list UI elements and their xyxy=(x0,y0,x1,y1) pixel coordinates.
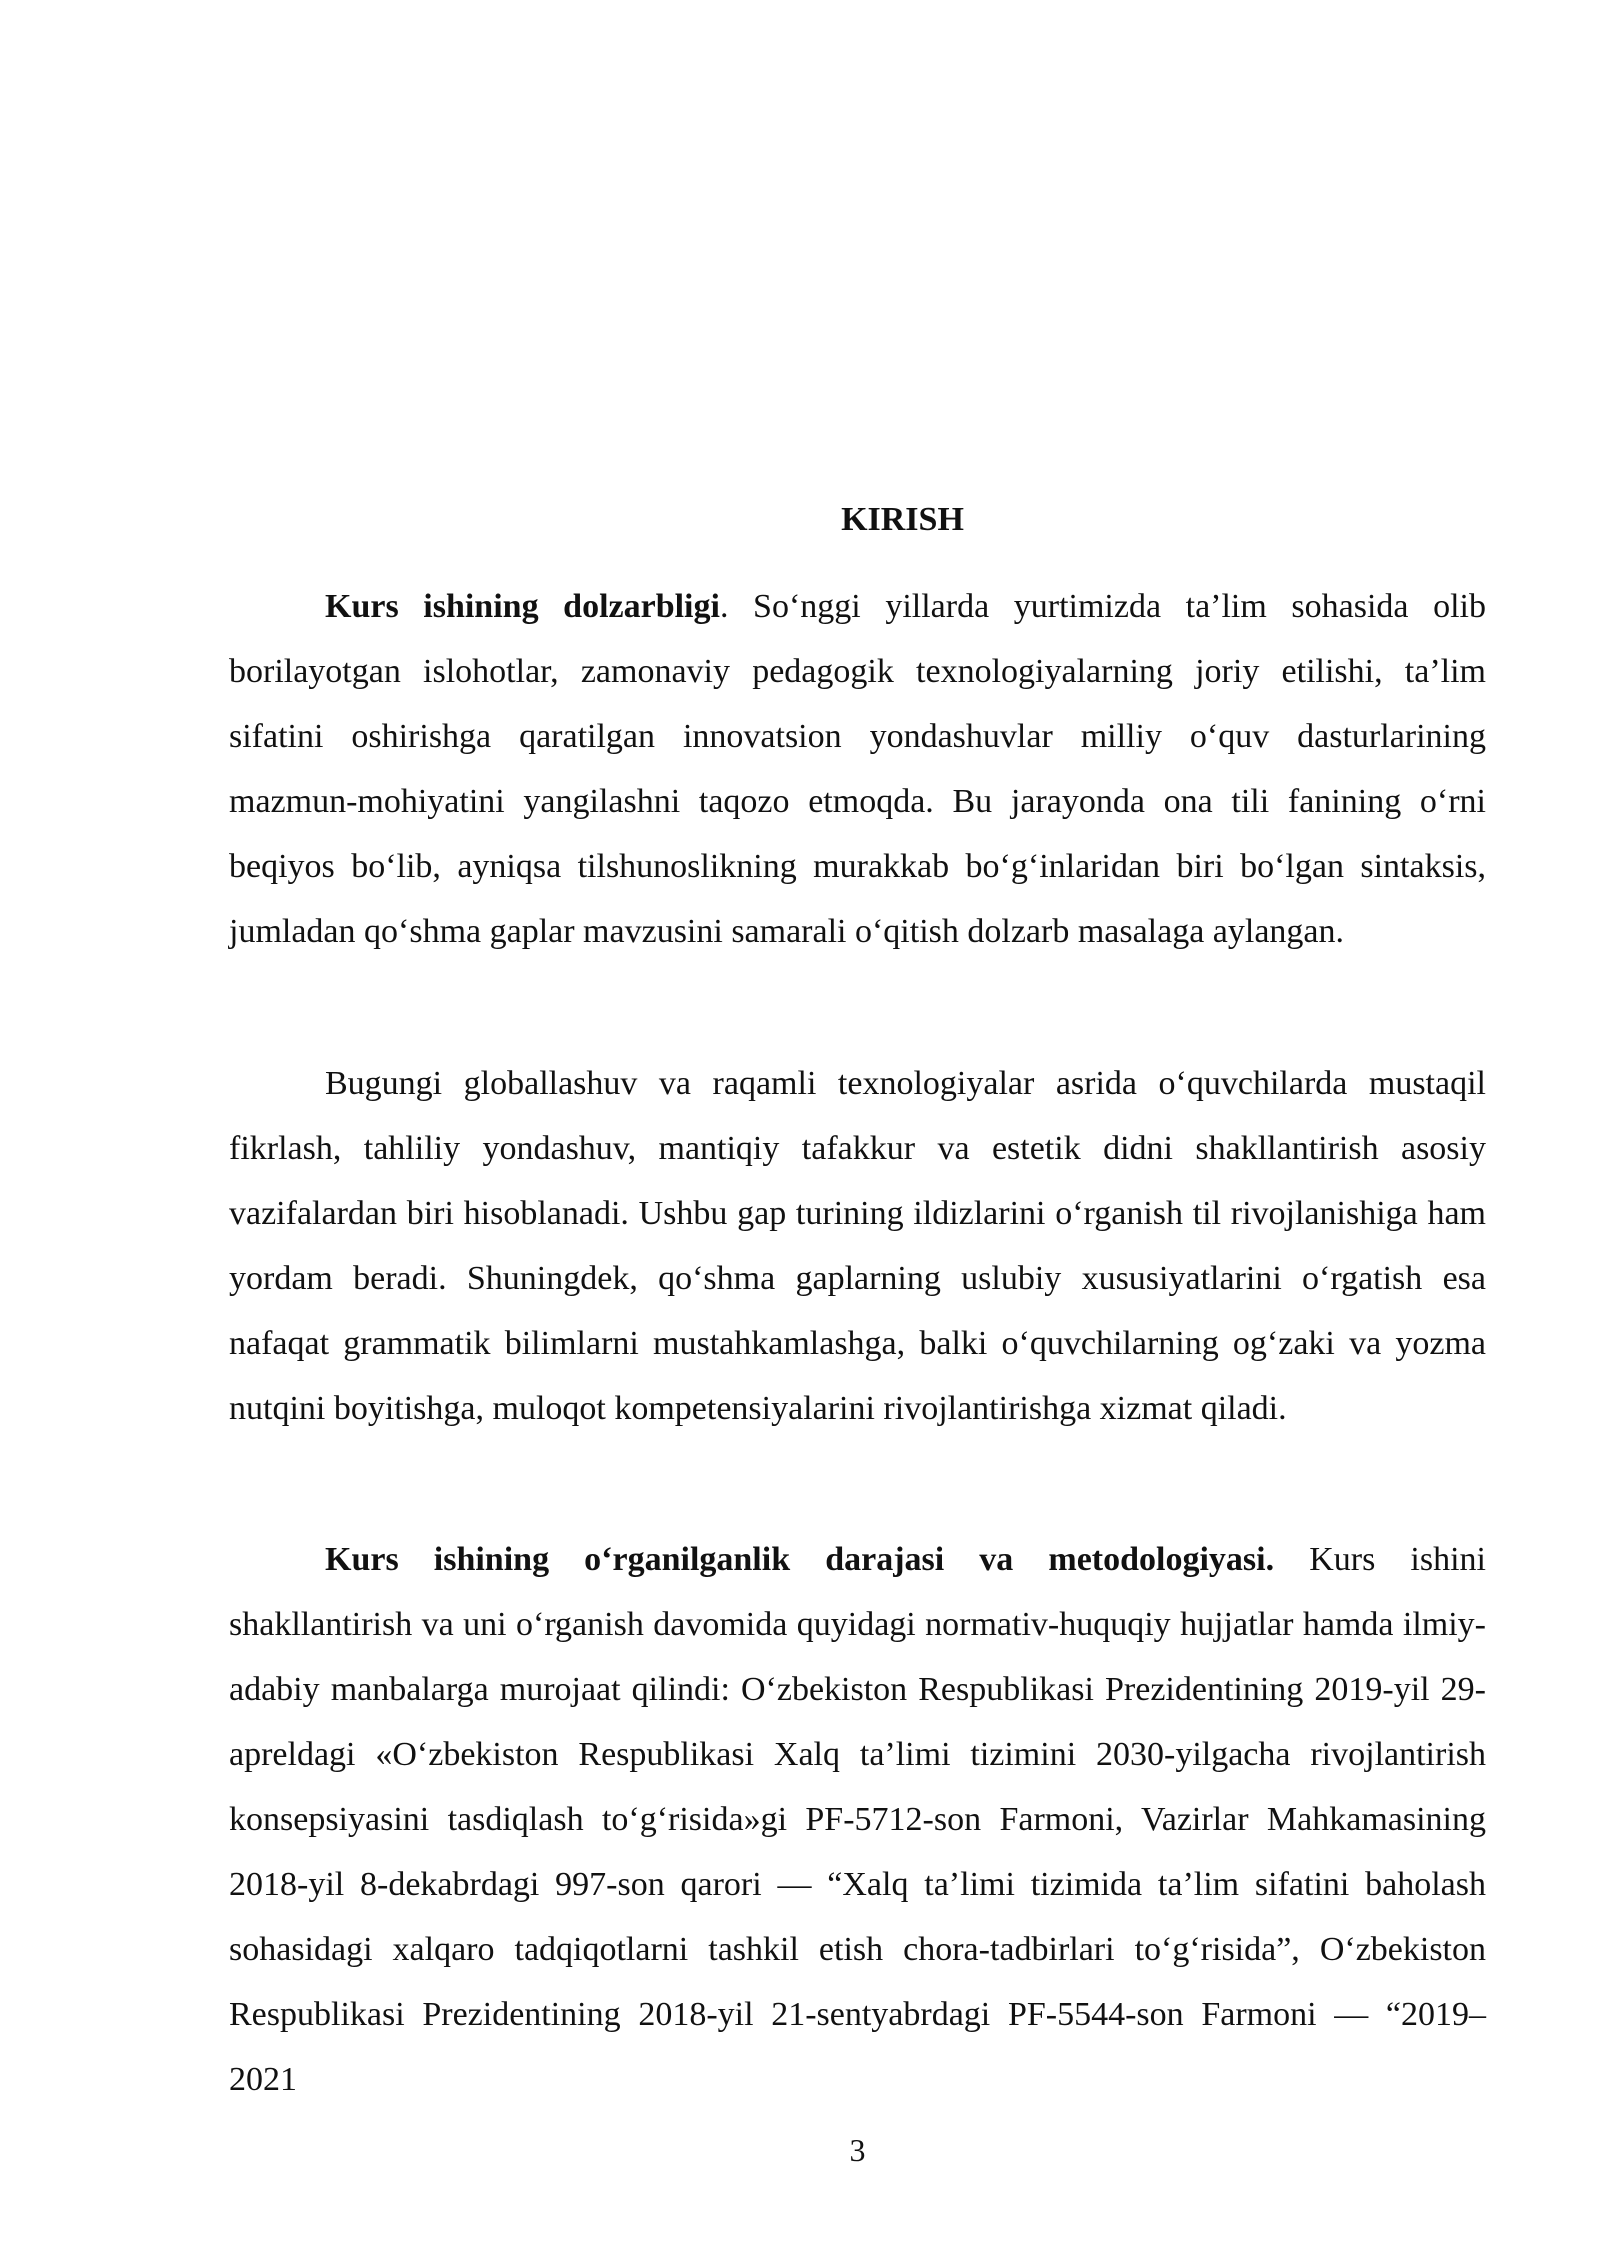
paragraph-heading-suffix: . xyxy=(719,588,729,625)
paragraph-text: Kurs ishini shakllantirish va uni o‘rganish davomida quyidagi normativ-huquqiy hujjatlar hamda ilmiy-adabiy manbalarga murojaat qilindi: O‘zbekiston Respublikasi Prezidentining 2019-yil 29-apreldagi «O‘zbekiston Respublikasi Xalq ta’limi tizimini 2030-yilgacha rivojlantirish konsepsiyasini tasdiqlash to‘g‘risida»gi PF-5712-son Farmoni, Vazirlar Mahkamasining 2018-yil 8-dekabrdagi 997-son qarori — “Xalq ta’limi tizimida ta’lim sifatini baholash sohasidagi xalqaro tadqiqotlarni tashkil etish chora-tadbirlari to‘g‘risida”, O‘zbekiston Respublikasi Prezidentining 2018-yil 21-sentyabrdagi PF-5544-son Farmoni — “2019–2021 xyxy=(229,1541,1486,2098)
page-title: KIRISH xyxy=(841,501,964,538)
paragraph-text: Bugungi globallashuv va raqamli texnologiyalar asrida o‘quvchilarda mustaqil fikrlash, tahliliy yondashuv, mantiqiy tafakkur va estetik didni shakllantirish asosiy vazifalardan biri hisoblanadi. Ushbu gap turining ildizlarini o‘rganish til rivojlanishiga ham yordam beradi. Shuningdek, qo‘shma gaplarning uslubiy xususiyatlarini o‘rgatish esa nafaqat grammatik bilimlarni mustahkamlashga, balki o‘quvchilarning og‘zaki va yozma nutqini boyitishga, muloqot kompetensiyalarini rivojlantirishga xizmat qiladi. xyxy=(229,1065,1486,1427)
paragraph-methodology xyxy=(229,1527,1486,2112)
paragraph-heading: Kurs ishining dolzarbligi xyxy=(325,588,720,625)
paragraph-relevance xyxy=(229,574,1486,964)
page-number: 3 xyxy=(849,2132,866,2168)
paragraph-globalization xyxy=(229,1051,1486,1441)
paragraph-text: So‘nggi yillarda yurtimizda ta’lim sohasida olib borilayotgan islohotlar, zamonaviy pedagogik texnologiyalarning joriy etilishi, ta’lim sifatini oshirishga qaratilgan innovatsion yondashuvlar milliy o‘quv dasturlarining mazmun-mohiyatini yangilashni taqozo etmoqda. Bu jarayonda ona tili fanining o‘rni beqiyos bo‘lib, ayniqsa tilshunoslikning murakkab bo‘g‘inlaridan biri bo‘lgan sintaksis, jumladan qo‘shma gaplar mavzusini samarali o‘qitish dolzarb masalaga aylangan. xyxy=(229,588,1486,950)
paragraph-heading: Kurs ishining o‘rganilganlik darajasi va metodologiyasi. xyxy=(325,1541,1275,1578)
